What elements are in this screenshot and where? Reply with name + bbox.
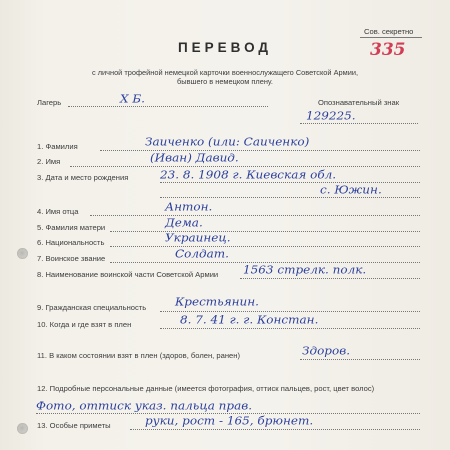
field-underline-condition: [300, 359, 420, 360]
field-label-features: 13. Особые приметы: [37, 421, 111, 430]
camp-value: Х Б.: [120, 92, 145, 106]
field-value-profession: Крестьянин.: [175, 295, 259, 309]
field-value-birth: 23. 8. 1908 г. Киевская обл.: [160, 168, 337, 182]
field-underline-nationality: [110, 246, 420, 247]
field-label-captured: 10. Когда и где взят в плен: [37, 320, 132, 329]
field-value-condition: Здоров.: [302, 344, 351, 358]
page-title: ПЕРЕВОД: [177, 40, 273, 55]
field-value-personal-data: Фото, оттиск указ. пальца прав.: [36, 399, 253, 413]
id-mark-underline: [300, 123, 418, 124]
field-label-rank: 7. Воинское звание: [37, 254, 106, 263]
field-label-nationality: 6. Национальность: [37, 238, 105, 247]
field-label-condition: 11. В каком состоянии взят в плен (здоров, болен, ранен): [37, 351, 240, 360]
camp-underline: [68, 106, 268, 107]
field-underline-profession: [160, 311, 420, 312]
field-value-nationality: Украинец.: [165, 231, 231, 245]
field-value-features: руки, рост - 165, брюнет.: [145, 414, 314, 428]
punch-hole-bottom: [17, 423, 28, 434]
field-underline-name: [70, 166, 420, 167]
secret-underline: [360, 37, 422, 38]
field-value-rank: Солдат.: [175, 247, 229, 261]
field-value-birth-place: с. Южин.: [320, 183, 382, 197]
subtitle-line-1: с личной трофейной немецкой карточки военнослужащего Советской Армии,: [91, 68, 359, 77]
field-value-name: (Иван) Давид.: [150, 151, 239, 165]
field-value-father: Антон.: [165, 200, 213, 214]
field-underline-mother: [110, 231, 420, 232]
field-underline-birth-2: [160, 197, 420, 198]
field-label-father: 4. Имя отца: [37, 207, 79, 216]
id-mark-label: Опознавательный знак: [318, 98, 400, 107]
field-value-captured: 8. 7. 41 г. г. Констан.: [180, 313, 319, 327]
id-mark-value: 129225.: [306, 109, 356, 123]
field-value-unit: 1563 стрелк. полк.: [243, 263, 367, 277]
field-label-mother: 5. Фамилия матери: [37, 223, 106, 232]
camp-label: Лагерь: [37, 98, 62, 107]
field-underline-features: [130, 429, 420, 430]
field-value-mother: Дема.: [165, 216, 203, 230]
field-label-name: 2. Имя: [37, 157, 61, 166]
field-underline-surname: [100, 150, 420, 151]
secret-label: Сов. секретно: [364, 27, 414, 36]
field-label-personal-data: 12. Подробные персональные данные (имеется фотография, оттиск пальцев, рост, цвет волос): [37, 384, 375, 393]
field-underline-captured: [160, 328, 420, 329]
field-label-birth: 3. Дата и место рождения: [37, 173, 129, 182]
field-underline-father: [90, 215, 420, 216]
field-label-surname: 1. Фамилия: [37, 142, 78, 151]
field-value-surname: Заиченко (или: Саиченко): [145, 135, 310, 149]
field-underline-unit: [240, 278, 420, 279]
punch-hole-top: [17, 248, 28, 259]
field-label-profession: 9. Гражданская специальность: [37, 303, 147, 312]
subtitle-line-2: бывшего в немецком плену.: [177, 77, 273, 86]
field-label-unit: 8. Наименование воинской части Советской Армии: [37, 270, 219, 279]
stamp-number: 335: [370, 40, 406, 60]
